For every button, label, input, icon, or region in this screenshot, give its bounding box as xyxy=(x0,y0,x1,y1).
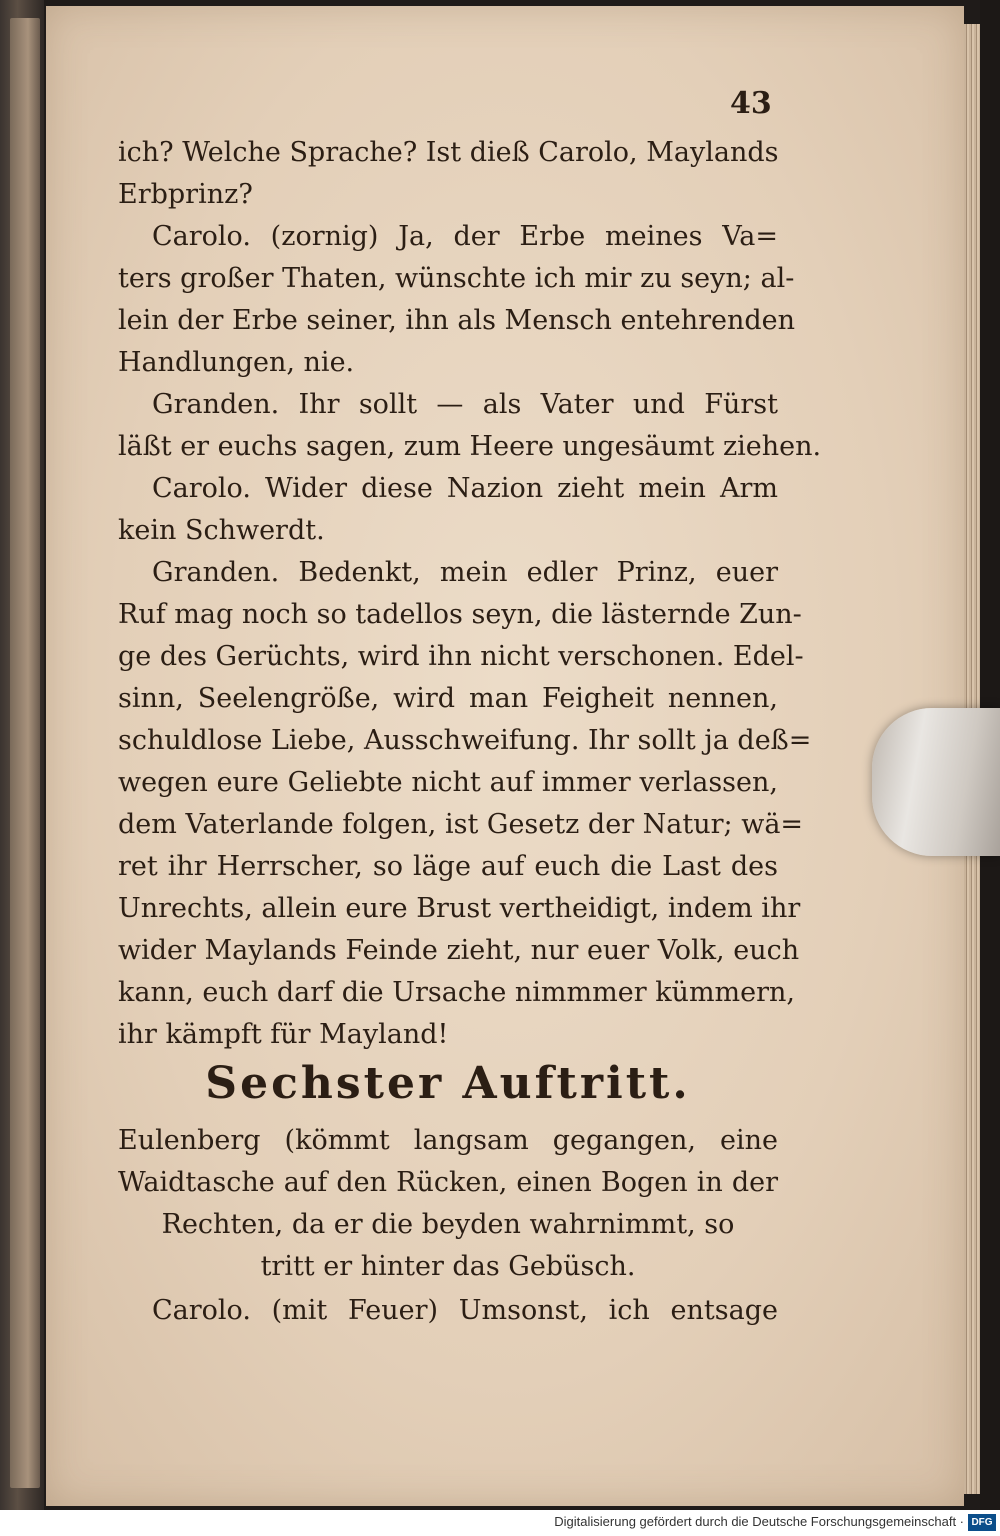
text-line: Handlungen, nie. xyxy=(118,347,355,378)
speaker-line-last xyxy=(118,1290,778,1332)
speaker-line: Carolo. (mit Feuer) Umsonst, ich entsage xyxy=(152,1295,778,1326)
text-line: sinn, Seelengröße, wird man Feigheit nennen, xyxy=(118,683,778,714)
footer-bar xyxy=(0,1510,1000,1536)
speaker-line: Granden. Bedenkt, mein edler Prinz, euer xyxy=(152,557,778,588)
book-gutter xyxy=(0,0,44,1510)
text-line: lein der Erbe seiner, ihn als Mensch entehrenden xyxy=(118,305,796,336)
speaker-line: Granden. Ihr sollt — als Vater und Fürst xyxy=(152,389,778,420)
dfg-logo-icon: DFG xyxy=(968,1514,996,1531)
text-line: ge des Gerüchts, wird ihn nicht verschonen. Edel- xyxy=(118,641,804,672)
page-clip xyxy=(872,708,1000,856)
text-line: Ruf mag noch so tadellos seyn, die lästernde Zun- xyxy=(118,599,802,630)
stage-line: Waidtasche auf den Rücken, einen Bogen in der xyxy=(118,1167,778,1198)
stage-line: Eulenberg (kömmt langsam gegangen, eine xyxy=(118,1125,778,1156)
text-line: läßt er euchs sagen, zum Heere ungesäumt ziehen. xyxy=(118,431,822,462)
footer-credit: Digitalisierung gefördert durch die Deutsche Forschungsgemeinschaft · xyxy=(554,1514,964,1529)
text-line: dem Vaterlande folgen, ist Gesetz der Natur; wä= xyxy=(118,809,804,840)
text-line: Unrechts, allein eure Brust vertheidigt, indem ihr xyxy=(118,893,801,924)
text-line: wegen eure Geliebte nicht auf immer verlassen, xyxy=(118,767,778,798)
speaker-line: Carolo. (zornig) Ja, der Erbe meines Va= xyxy=(152,221,778,252)
body-text xyxy=(118,132,822,1056)
stage-line: Rechten, da er die beyden wahrnimmt, so xyxy=(161,1209,735,1240)
text-line: kann, euch darf die Ursache nimmmer kümmern, xyxy=(118,977,796,1008)
speaker-line: Carolo. Wider diese Nazion zieht mein Arm xyxy=(152,473,778,504)
text-line: Erbprinz? xyxy=(118,179,253,210)
text-line: schuldlose Liebe, Ausschweifung. Ihr sollt ja deß= xyxy=(118,725,812,756)
stage-line: tritt er hinter das Gebüsch. xyxy=(260,1251,636,1282)
page-number: 43 xyxy=(730,86,772,121)
text-line: kein Schwerdt. xyxy=(118,515,325,546)
text-line: ters großer Thaten, wünschte ich mir zu seyn; al- xyxy=(118,263,795,294)
text-line: ihr kämpft für Mayland! xyxy=(118,1019,449,1050)
stage-direction xyxy=(118,1120,778,1288)
text-line: wider Maylands Feinde zieht, nur euer Volk, euch xyxy=(118,935,800,966)
previous-page-edge xyxy=(10,18,40,1488)
text-line: ret ihr Herrscher, so läge auf euch die Last des xyxy=(118,851,778,882)
text-line: ich? Welche Sprache? Ist dieß Carolo, Maylands xyxy=(118,137,779,168)
scene-heading: Sechster Auftritt. xyxy=(205,1058,691,1109)
